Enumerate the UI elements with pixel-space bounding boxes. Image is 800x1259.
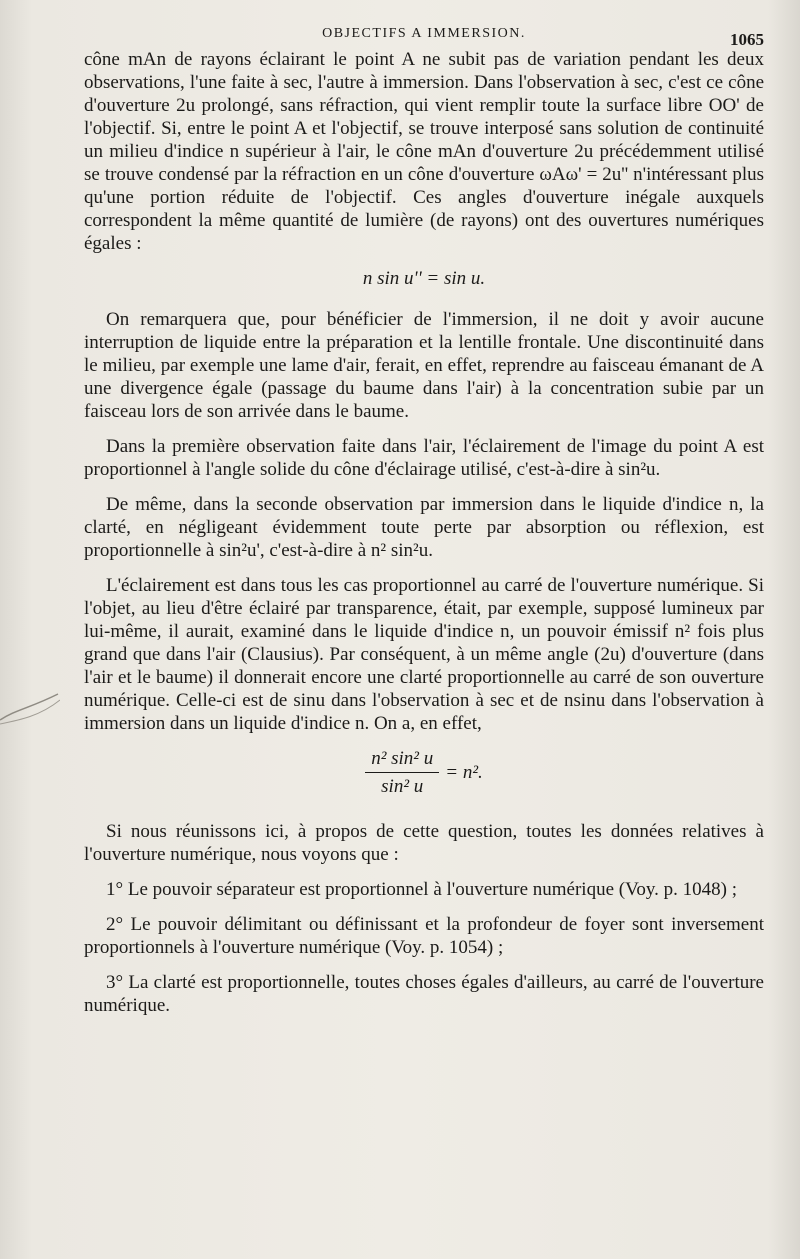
equation-2: [84, 747, 764, 798]
equation-2-denominator: sin² u: [381, 776, 424, 797]
paragraph-2: On remarquera que, pour bénéficier de l'immersion, il ne doit y avoir aucune interruption de liquide entre la préparation et la lentille frontale. Une discontinuité dans le milieu, par exemple une lame d'air, ferait, en effet, reprendre au faisceau émanant de A une divergence égale (passage du baume dans l'air) à la concentration subie par un faisceau lors de son arrivée dans le baume.: [84, 309, 764, 422]
page-number: 1065: [730, 30, 764, 49]
paragraph-6: Si nous réunissons ici, à propos de cette question, toutes les données relatives à l'ouverture numérique, nous voyons que :: [84, 821, 764, 865]
running-title: OBJECTIFS A IMMERSION.: [322, 26, 526, 41]
paragraph-3: Dans la première observation faite dans l'air, l'éclairement de l'image du point A est proportionnel à l'angle solide du cône d'éclairage utilisé, c'est-à-dire à sin²u.: [84, 436, 764, 480]
paragraph-5: L'éclairement est dans tous les cas proportionnel au carré de l'ouverture numérique. Si l'objet, au lieu d'être éclairé par transparence, était, par exemple, supposé lumineux par lui-même, il aurait, examiné dans le liquide d'indice n, un pouvoir émissif n² fois plus grand que dans l'air (Clausius). Par conséquent, à un même angle (2u) d'ouverture (dans l'air et le baume) il donnerait encore une clarté proportionnelle au carré de son ouverture numérique. Celle-ci est de sinu dans l'observation à sec et de nsinu dans l'observation à immersion dans un liquide d'indice n. On a, en effet,: [84, 575, 764, 734]
equation-2-rhs: = n².: [445, 762, 483, 783]
paragraph-1: cône mAn de rayons éclairant le point A ne subit pas de variation pendant les deux observations, l'une faite à sec, l'autre à immersion. Dans l'observation à sec, c'est ce cône d'ouverture 2u prolongé, sans réfraction, qui vient remplir toute la surface libre OO' de l'objectif. Si, entre le point A et l'objectif, se trouve interposé sans solution de continuité un milieu d'indice n supérieur à l'air, le cône mAn d'ouverture 2u précédemment utilisé se trouve condensé par la réfraction en un cône d'ouverture ωAω' = 2u'' n'intéressant plus qu'une portion réduite de l'objectif. Ces angles d'ouverture inégale auxquels correspondent la même quantité de lumière (de rayons) ont des ouvertures numériques égales :: [84, 49, 764, 254]
paragraph-9: 3° La clarté est proportionnelle, toutes choses égales d'ailleurs, au carré de l'ouverture numérique.: [84, 972, 764, 1016]
paragraph-4: De même, dans la seconde observation par immersion dans le liquide d'indice n, la clarté, en négligeant évidemment toute perte par absorption ou réflexion, est proportionnelle à sin²u', c'est-à-dire à n² sin²u.: [84, 494, 764, 561]
page-header: [84, 22, 764, 49]
thread-mark: [0, 690, 60, 740]
paragraph-7: 1° Le pouvoir séparateur est proportionnel à l'ouverture numérique (Voy. p. 1048) ;: [106, 879, 737, 900]
body-text: [84, 48, 764, 1029]
equation-2-fraction: [365, 747, 439, 798]
equation-1: n sin u'' = sin u.: [362, 268, 486, 289]
equation-2-numerator: n² sin² u: [365, 747, 439, 773]
paragraph-8: 2° Le pouvoir délimitant ou définissant et la profondeur de foyer sont inversement proportionnels à l'ouverture numérique (Voy. p. 1054) ;: [84, 914, 764, 958]
